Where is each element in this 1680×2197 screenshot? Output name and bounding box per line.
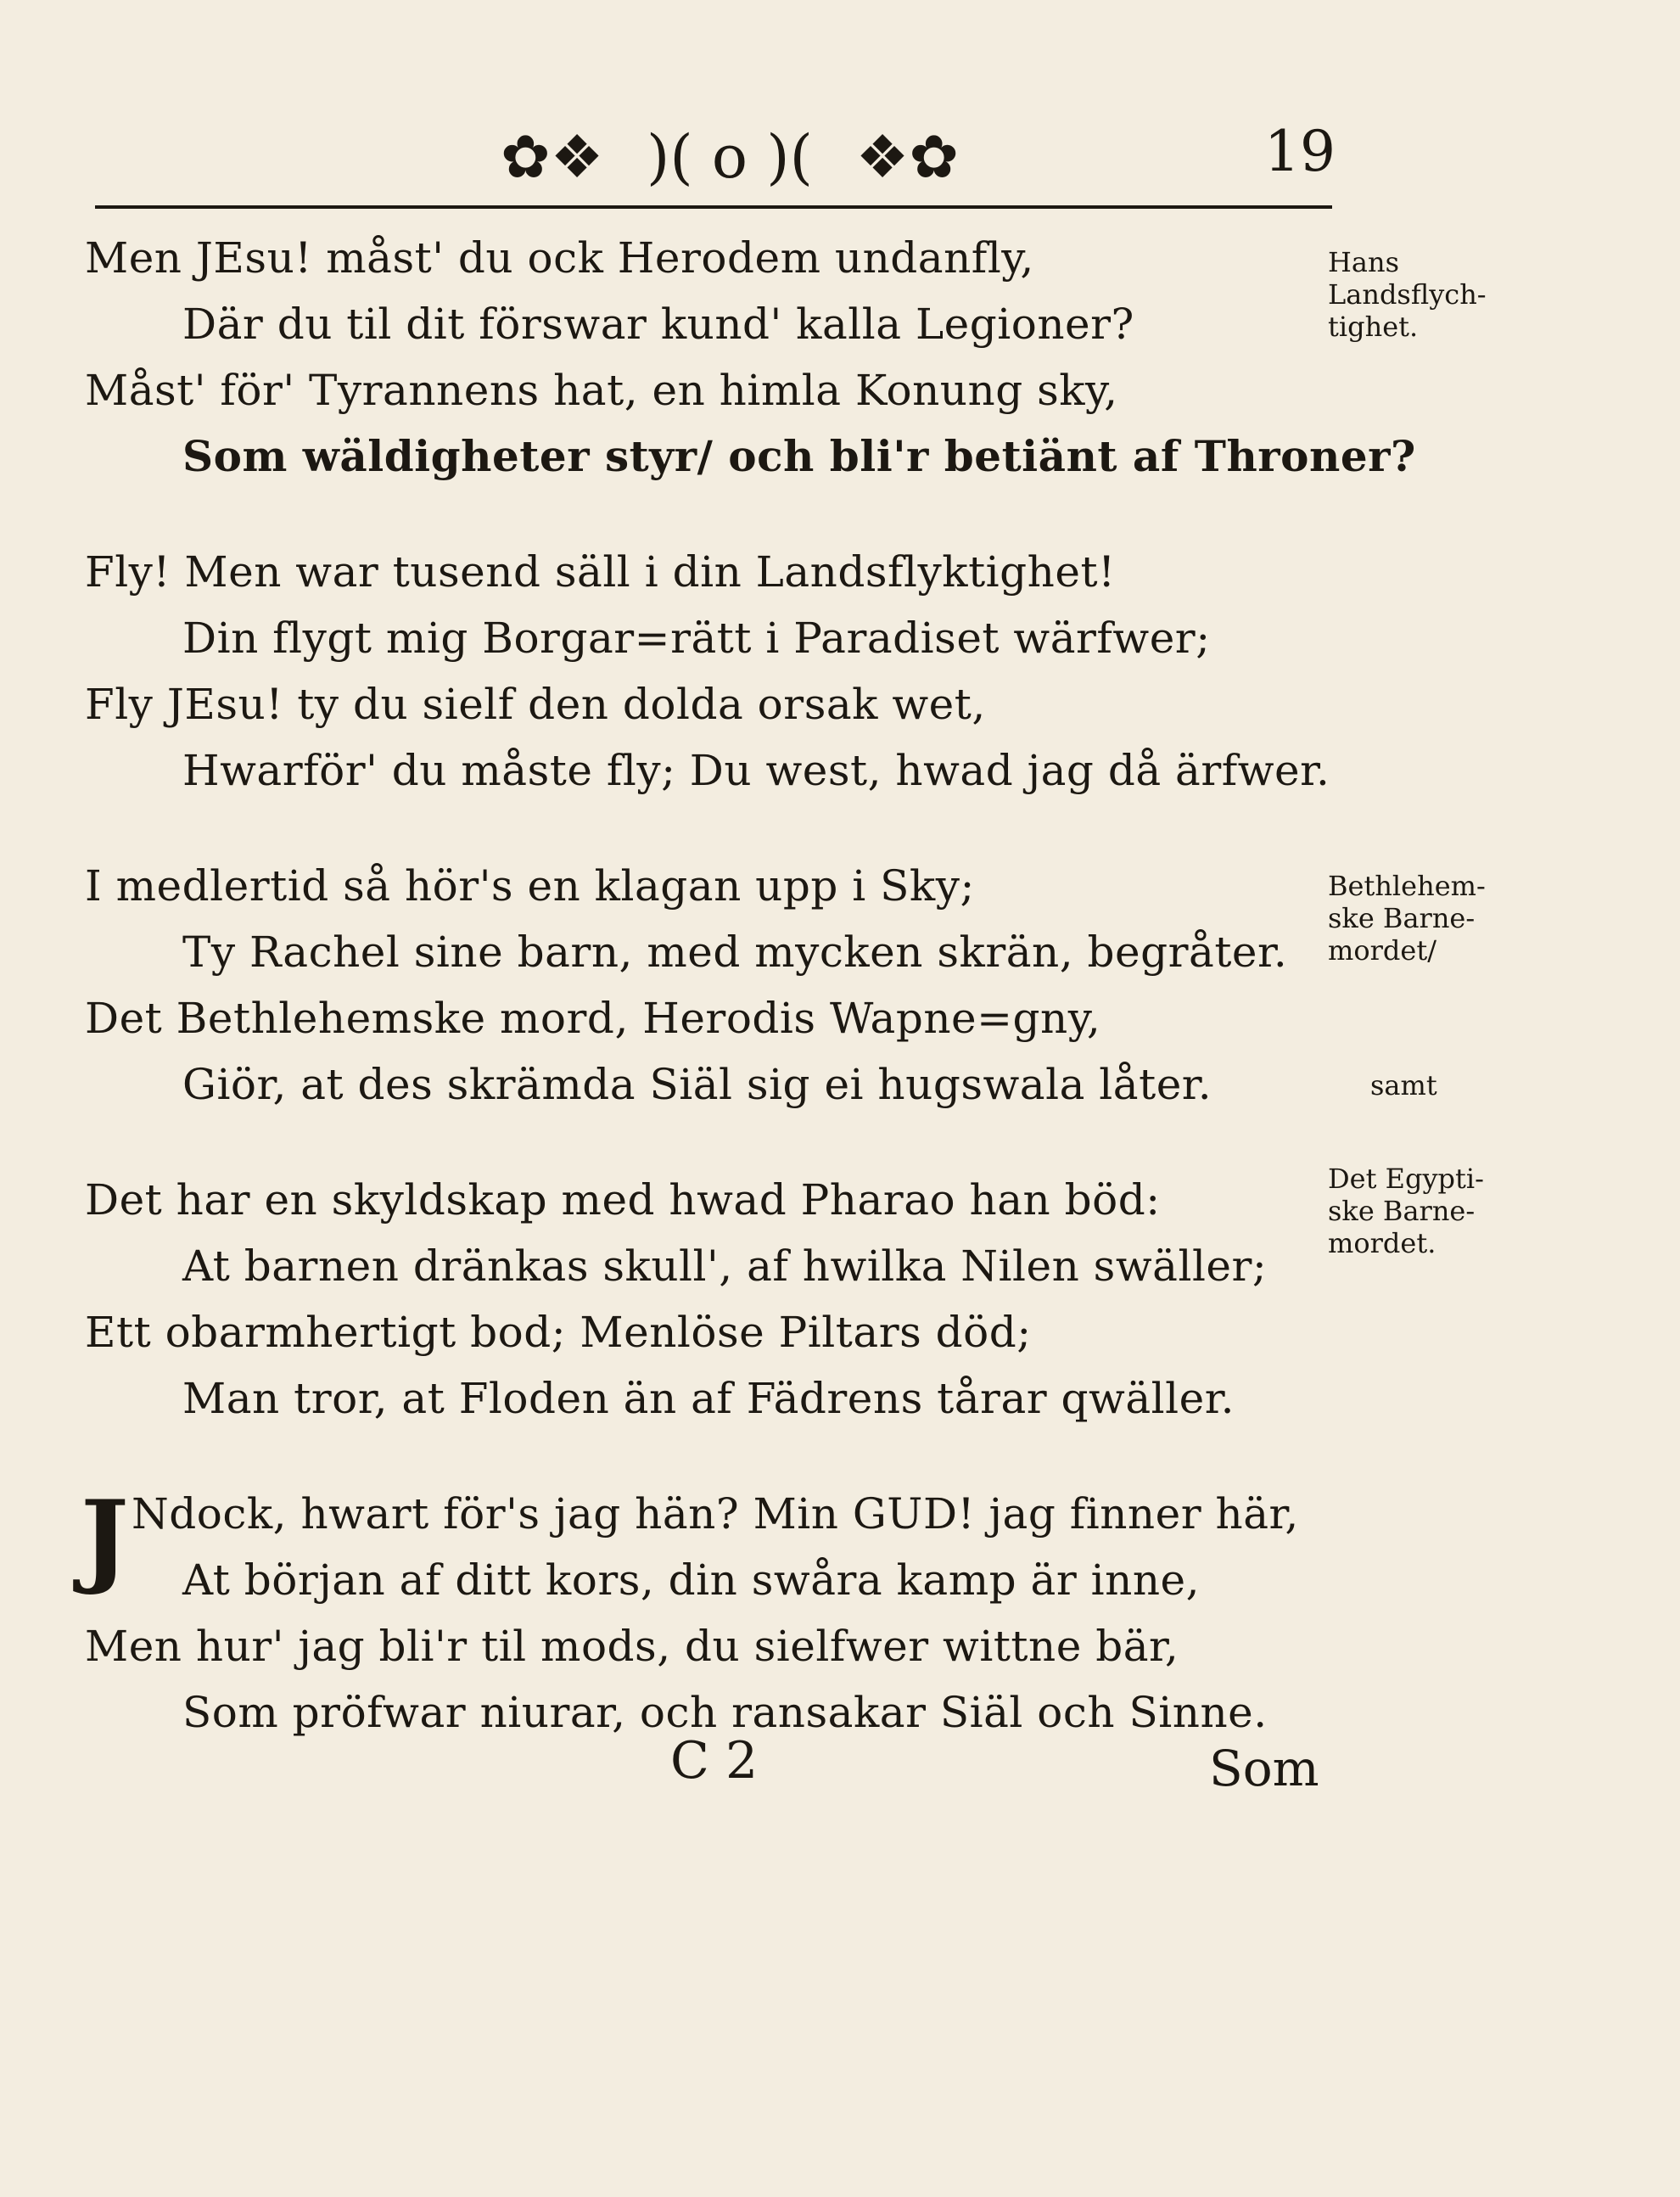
verse-line: Det Bethlehemske mord, Herodis Wapne=gny, (85, 994, 1101, 1043)
verse-line: Måst' för' Tyrannens hat, en himla Konung sky, (85, 366, 1118, 415)
header-ornament (501, 115, 959, 199)
ornament-center: )( o )( (647, 122, 813, 192)
margin-note-landsflyktighet: Hans Landsflych- tighet. (1328, 246, 1487, 343)
verse-line: Som pröfwar niurar, och ransakar Siäl och Sinne. (182, 1688, 1268, 1737)
stanza-gap (85, 1432, 1307, 1481)
stanza-gap (85, 490, 1307, 539)
header-rule (95, 205, 1332, 209)
stanza-gap (85, 1118, 1307, 1167)
verse-line: Man tror, at Floden än af Fädrens tårar qwäller. (182, 1374, 1235, 1423)
verse-line: Som wäldigheter styr/ och bli'r betiänt af Throner? (182, 431, 1416, 481)
verse-line: I medlertid så hör's en klagan upp i Sky; (85, 861, 975, 911)
verse-line: Där du til dit förswar kund' kalla Legioner? (182, 300, 1134, 349)
verse-line: Fly JEsu! ty du sielf den dolda orsak wet, (85, 680, 986, 729)
ornament-left: ✿❖ (501, 122, 604, 192)
verse-line: Din flygt mig Borgar=rätt i Paradiset wärfwer; (182, 614, 1211, 663)
verse-line: Hwarför' du måste fly; Du west, hwad jag då ärfwer. (182, 746, 1330, 795)
catchword: Som (1209, 1740, 1319, 1797)
verse-line: Men JEsu! måst' du ock Herodem undanfly, (85, 233, 1034, 283)
ornament-right: ❖✿ (855, 122, 959, 192)
verse-line: Ett obarmhertigt bod; Menlöse Piltars död; (85, 1308, 1032, 1357)
stanza-gap (85, 804, 1307, 853)
verse-line: At barnen dränkas skull', af hwilka Nilen swäller; (182, 1241, 1268, 1291)
margin-note-egyptiske: Det Egypti- ske Barne- mordet. (1328, 1163, 1484, 1259)
verse-line: Men hur' jag bli'r til mods, du sielfwer wittne bär, (85, 1622, 1179, 1671)
page-number: 19 (1264, 119, 1336, 184)
verse-line: At början af ditt kors, din swåra kamp är inne, (182, 1555, 1201, 1605)
verse-line: Giör, at des skrämda Siäl sig ei hugswala låter. (182, 1060, 1212, 1109)
margin-note-bethlehem: Bethlehem- ske Barne- mordet/ (1328, 870, 1486, 967)
verse-line-text: Ndock, hwart för's jag hän? Min GUD! jag finner här, (132, 1489, 1299, 1538)
margin-note-samt: samt (1370, 1069, 1437, 1101)
drop-cap: J (81, 1478, 130, 1598)
verse-line: Ty Rachel sine barn, med mycken skrän, begråter. (182, 928, 1288, 977)
signature-mark: C 2 (670, 1731, 759, 1791)
verse-line: Fly! Men war tusend säll i din Landsflyktighet! (85, 547, 1116, 597)
verse-line: Det har en skyldskap med hwad Pharao han böd: (85, 1175, 1161, 1225)
